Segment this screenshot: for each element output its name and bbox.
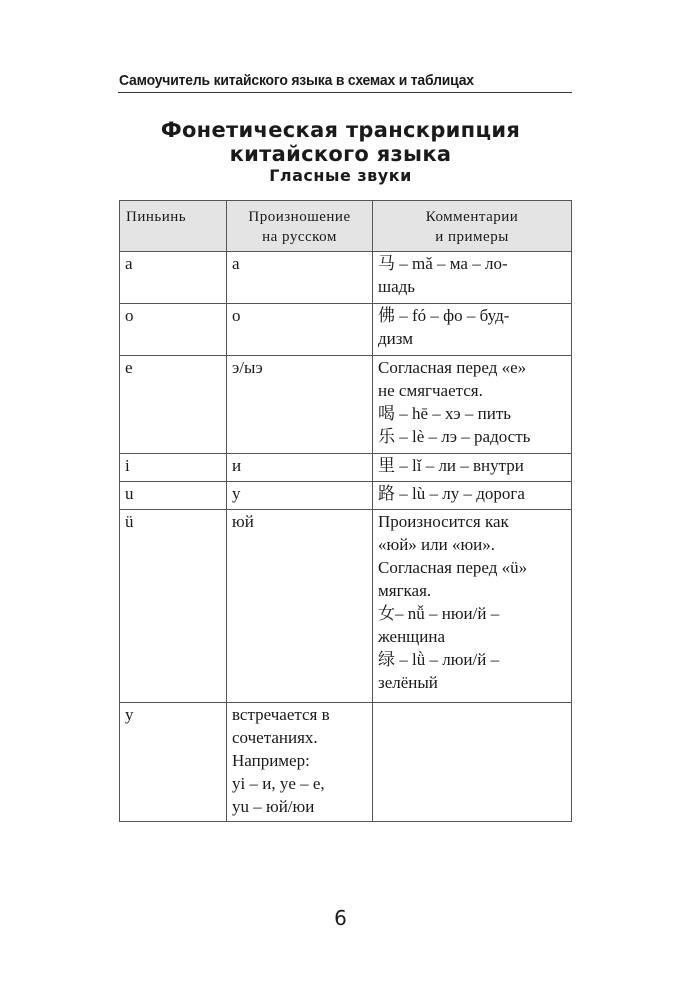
comment-line: 乐 – lè – лэ – радость xyxy=(378,427,531,446)
section-subtitle: Гласные звуки xyxy=(269,166,412,185)
comment-line: 路 – lù – лу – дорога xyxy=(378,484,525,503)
page-title-line-2: китайского языка xyxy=(229,142,452,166)
page-title-line-1: Фонетическая транскрипция xyxy=(160,118,521,142)
ru-line: yu – юй/юи xyxy=(232,797,315,816)
comment-line: 女– nǚ – нюи/й – xyxy=(378,604,500,623)
ru-line: э/ыэ xyxy=(232,358,263,377)
table-row xyxy=(120,356,572,454)
pronunciation-cell xyxy=(227,482,373,510)
comment-cell xyxy=(373,703,572,822)
pinyin-text: e xyxy=(125,358,133,377)
comment-cell xyxy=(373,510,572,703)
header-rule xyxy=(118,92,572,93)
ru-line: о xyxy=(232,306,241,325)
pinyin-text: o xyxy=(125,306,134,325)
comment-cell xyxy=(373,252,572,304)
pronunciation-cell xyxy=(227,304,373,356)
column-header-line: Произношение xyxy=(248,209,351,225)
ru-line: юй xyxy=(232,512,254,531)
ru-line: сочетаниях. xyxy=(232,728,318,747)
table-row xyxy=(120,703,572,822)
column-header xyxy=(227,201,373,252)
vowels-table xyxy=(119,200,572,822)
column-header xyxy=(120,201,227,252)
comment-line: 喝 – hē – хэ – пить xyxy=(378,404,511,423)
comment-line: не смягчается. xyxy=(378,381,483,400)
comment-line: шадь xyxy=(378,277,416,296)
table-row xyxy=(120,304,572,356)
comment-line: «юй» или «юи». xyxy=(378,535,496,554)
pronunciation-cell xyxy=(227,703,373,822)
comment-line: мягкая. xyxy=(378,581,432,600)
pinyin-text: i xyxy=(125,456,130,475)
pronunciation-cell xyxy=(227,510,373,703)
pronunciation-cell xyxy=(227,252,373,304)
comment-cell xyxy=(373,454,572,482)
comment-line: 绿 – lǜ – люи/й – xyxy=(378,650,500,669)
comment-cell xyxy=(373,482,572,510)
running-header: Самоучитель китайского языка в схемах и таблицах xyxy=(119,72,474,89)
ru-line: и xyxy=(232,456,242,475)
pinyin-cell xyxy=(120,703,227,822)
ru-line: встречается в xyxy=(232,705,330,724)
pronunciation-cell xyxy=(227,454,373,482)
pinyin-text: a xyxy=(125,254,133,273)
ru-line: а xyxy=(232,254,240,273)
comment-line: зелёный xyxy=(378,673,438,692)
column-header-line: и примеры xyxy=(435,229,509,245)
pinyin-text: ü xyxy=(125,512,134,531)
page-number: 6 xyxy=(334,906,347,930)
column-header xyxy=(373,201,572,252)
column-header-line: Пиньинь xyxy=(126,209,187,225)
table-row xyxy=(120,252,572,304)
comment-line: 佛 – fó – фо – буд- xyxy=(378,306,510,325)
comment-line: женщина xyxy=(378,627,445,646)
comment-line: Согласная перед «е» xyxy=(378,358,527,377)
comment-cell xyxy=(373,356,572,454)
comment-line: дизм xyxy=(378,329,413,348)
column-header-line: на русском xyxy=(262,229,337,245)
pinyin-cell xyxy=(120,482,227,510)
comment-line: Произносится как xyxy=(378,512,509,531)
pinyin-cell xyxy=(120,356,227,454)
pinyin-cell xyxy=(120,454,227,482)
pinyin-text: u xyxy=(125,484,134,503)
comment-line: 马 – mǎ – ма – ло- xyxy=(378,254,508,273)
comment-line: Согласная перед «ü» xyxy=(378,558,528,577)
comment-cell xyxy=(373,304,572,356)
pinyin-text: y xyxy=(125,705,134,724)
ru-line: у xyxy=(232,484,241,503)
pinyin-cell xyxy=(120,304,227,356)
pinyin-cell xyxy=(120,252,227,304)
table-row xyxy=(120,482,572,510)
ru-line: yi – и, ye – е, xyxy=(232,774,325,793)
column-header-line: Комментарии xyxy=(425,209,519,225)
table-row xyxy=(120,510,572,703)
comment-line: 里 – lǐ – ли – внутри xyxy=(378,456,524,475)
ru-line: Например: xyxy=(232,751,310,770)
pinyin-cell xyxy=(120,510,227,703)
table-row xyxy=(120,454,572,482)
pronunciation-cell xyxy=(227,356,373,454)
